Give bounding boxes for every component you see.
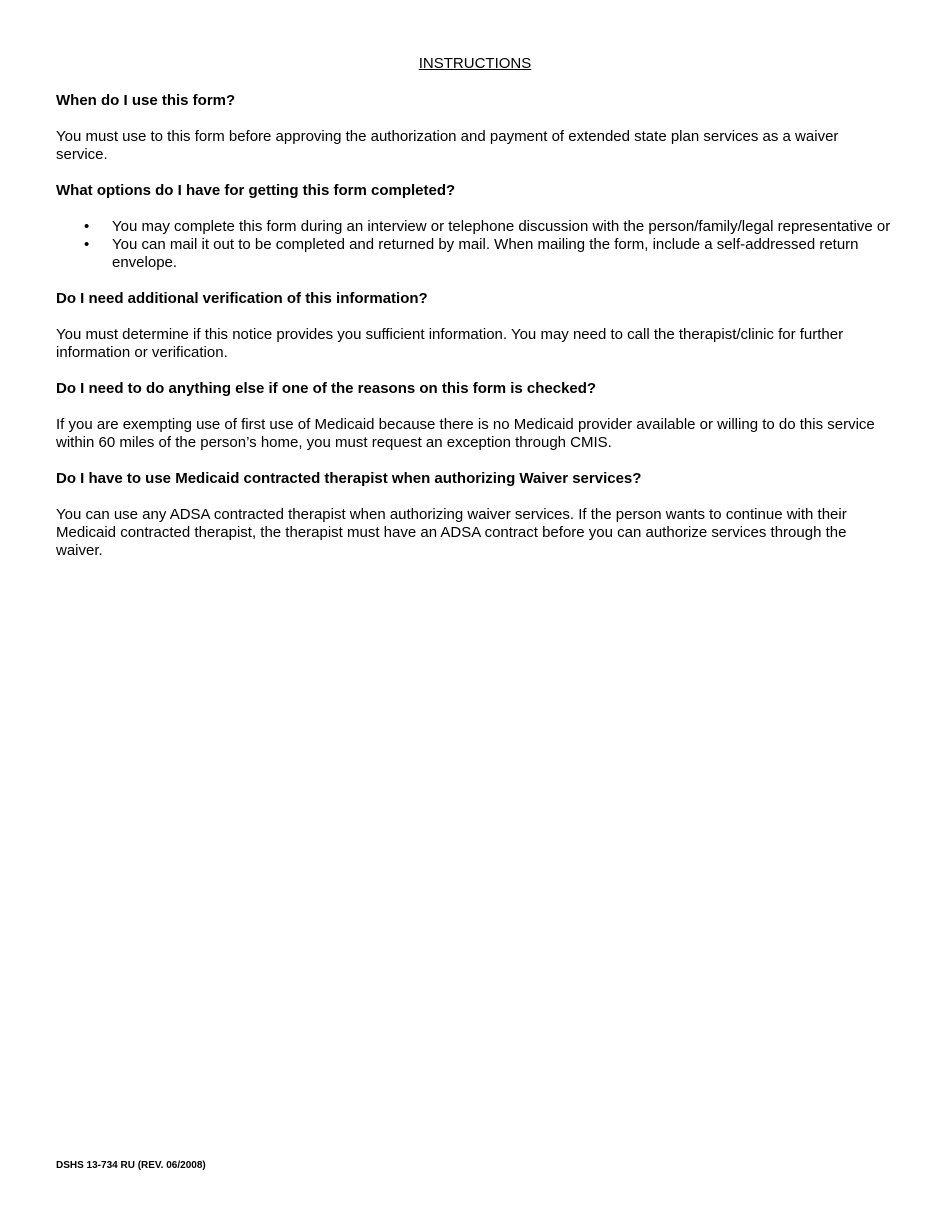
answer-reasons-checked: If you are exempting use of first use of Medicaid because there is no Medicaid provider available or willing to do this service within 60 miles of the person’s home, you must request an exception through CMIS. — [56, 416, 875, 451]
answer-verification: You must determine if this notice provides you sufficient information. You may need to call the therapist/clinic for further information or verification. — [56, 326, 844, 361]
instructions-page — [56, 54, 894, 578]
question-medicaid-therapist: Do I have to use Medicaid contracted therapist when authorizing Waiver services? — [56, 470, 642, 487]
bullet-icon: • — [84, 236, 90, 253]
answer-medicaid-therapist: You can use any ADSA contracted therapist when authorizing waiver services. If the person wants to continue with their Medicaid contracted therapist, the therapist must have an ADSA contract before you can authorize services through the waiver. — [56, 506, 847, 559]
list-item — [56, 218, 894, 236]
list-item-text: You may complete this form during an interview or telephone discussion with the person/family/legal representative or — [112, 218, 891, 235]
list-item — [56, 236, 894, 272]
question-when-to-use: When do I use this form? — [56, 92, 236, 109]
answer-when-to-use: You must use to this form before approving the authorization and payment of extended state plan services as a waiver service. — [56, 128, 839, 163]
list-item-text: You can mail it out to be completed and returned by mail. When mailing the form, include a self-addressed return envelope. — [112, 236, 859, 271]
question-verification: Do I need additional verification of this information? — [56, 290, 428, 307]
completion-options-list — [56, 218, 894, 272]
question-reasons-checked: Do I need to do anything else if one of the reasons on this form is checked? — [56, 380, 597, 397]
page-title: INSTRUCTIONS — [418, 55, 532, 72]
bullet-icon: • — [84, 218, 90, 235]
question-completion-options: What options do I have for getting this form completed? — [56, 182, 456, 199]
form-number-footer: DSHS 13-734 RU (REV. 06/2008) — [56, 1160, 206, 1171]
